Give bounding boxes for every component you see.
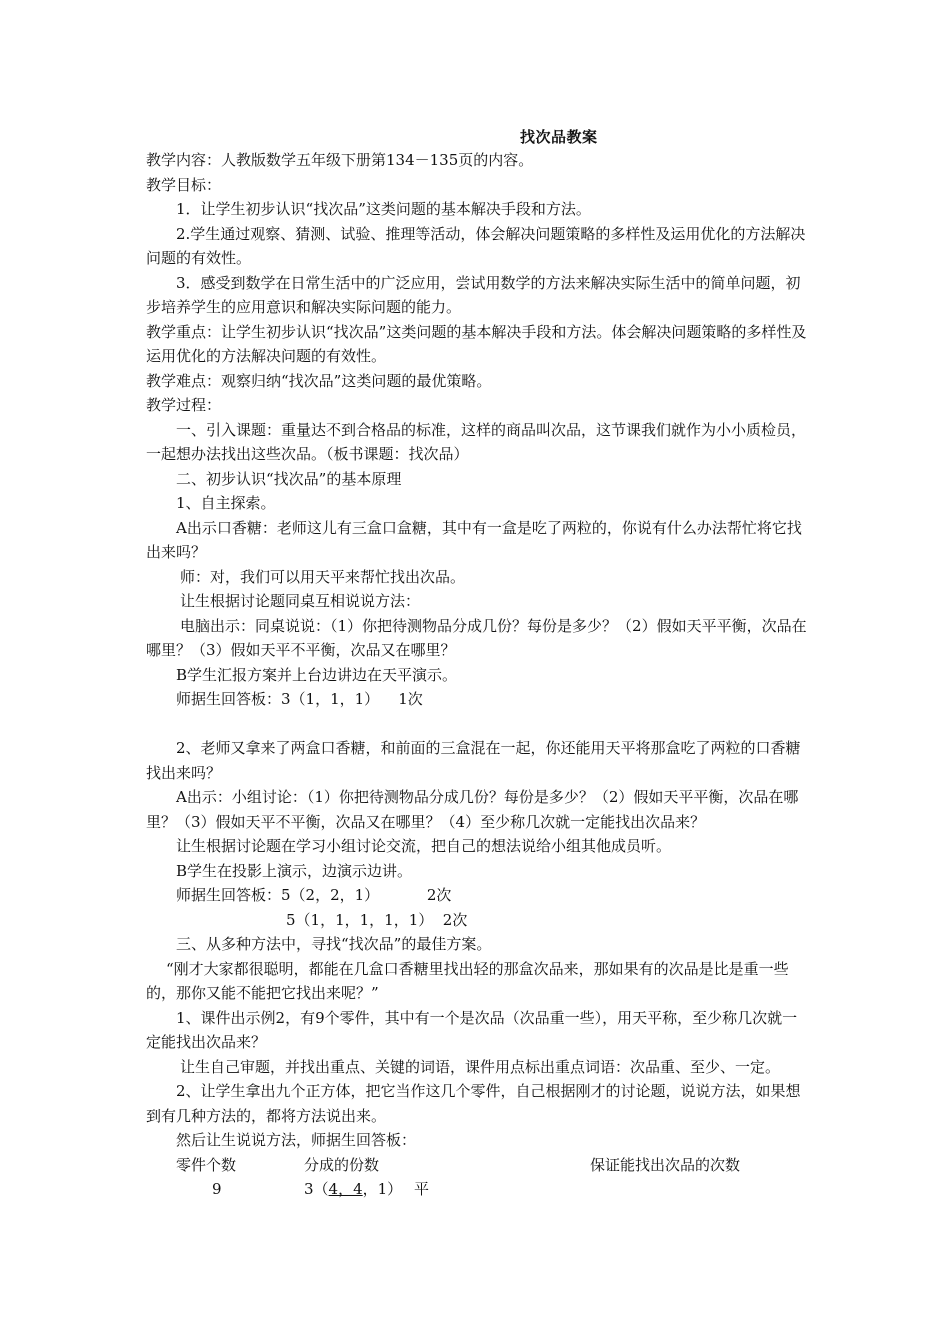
table-row: [146, 1177, 810, 1202]
cell-split: [304, 1177, 402, 1202]
section-1-intro: 一、引入课题：重量达不到合格品的标准，这样的商品叫次品，这节课我们就作为小小质检员，一起想办法找出这些次品。（板书课题：找次品）: [146, 420, 807, 463]
document-title: 找次品教案: [520, 128, 598, 146]
step-1-heading: 1、自主探索。: [176, 494, 276, 512]
computer-display: 电脑出示：同桌说说：（1）你把待测物品分成几份？每份是多少？（2）假如天平平衡，次品在哪里？（3）假如天平不平衡，次品又在哪里？: [146, 616, 807, 659]
section-2-heading: 二、初步认识“找次品”的基本原理: [176, 469, 402, 488]
step-2-b: B学生在投影上演示，边演示边讲。: [176, 861, 413, 880]
section-3-heading: 三、从多种方法中，寻找“找次品”的最佳方案。: [176, 935, 492, 953]
board-answer-3: 5（1，1，1，1，1） 2次: [286, 910, 468, 929]
example-2: 1、课件出示例2，有9个零件，其中有一个是次品（次品重一些），用天平称，至少称几次就一定能找出次品来？: [146, 1008, 798, 1051]
teaching-difficulty: 教学难点：观察归纳“找次品”这类问题的最优策略。: [146, 371, 492, 390]
step-2-heading: 2、老师又拿来了两盒口香糖，和前面的三盒混在一起，你还能用天平将那盒吃了两粒的口香糖找出来吗？: [146, 739, 801, 782]
board-intro: 然后让生说说方法，师据生回答板：: [176, 1131, 417, 1149]
blank-line: [146, 712, 810, 737]
teaching-focus: 教学重点：让学生初步认识“找次品”这类问题的基本解决手段和方法。体会解决问题策略的多样性及运用优化的方法解决问题的有效性。: [146, 322, 807, 365]
goal-1: 1．让学生初步认识“找次品”这类问题的基本解决手段和方法。: [176, 200, 591, 218]
step-2-a: A出示：小组讨论：（1）你把待测物品分成几份？每份是多少？（2）假如天平平衡，次品在哪里？（3）假如天平不平衡，次品又在哪里？（4）至少称几次就一定能找出次品来？: [146, 788, 799, 831]
discussion-instruction: 让生根据讨论题同桌互相说说方法：: [180, 592, 421, 610]
table-header-row: [146, 1153, 810, 1178]
board-answer-2: 师据生回答板：5（2，2，1） 2次: [176, 886, 452, 904]
goal-2: 2.学生通过观察、猜测、试验、推理等活动，体会解决问题策略的多样性及运用优化的方法解决问题的有效性。: [146, 224, 806, 267]
header-split: 分成的份数: [304, 1155, 380, 1174]
teaching-goals-heading: 教学目标：: [146, 175, 222, 194]
step-1-b: B学生汇报方案并上台边讲边在天平演示。: [176, 665, 458, 684]
board-answer-1: 师据生回答板：3（1，1，1） 1次: [176, 690, 423, 708]
document-body: [146, 148, 810, 1202]
teacher-quote: “刚才大家都很聪明，都能在几盒口香糖里找出轻的那盒次品来，那如果有的次品是比是重一些的，那你又能不能把它找出来呢？”: [146, 959, 789, 1002]
teacher-line: 师：对，我们可以用天平来帮忙找出次品。: [180, 567, 466, 586]
teaching-process-heading: 教学过程：: [146, 396, 222, 414]
header-times: 保证能找出次品的次数: [590, 1155, 741, 1174]
cube-activity: 2、让学生拿出九个正方体，把它当作这几个零件，自己根据刚才的讨论题，说说方法，如果想到有几种方法的，都将方法说出来。: [146, 1082, 801, 1125]
group-discussion: 让生根据讨论题在学习小组讨论交流，把自己的想法说给小组其他成员听。: [176, 837, 672, 855]
teaching-content: 教学内容：人教版数学五年级下册第134－135页的内容。: [146, 151, 534, 169]
cell-count: 9: [212, 1180, 222, 1198]
review-question: 让生自己审题，并找出重点、关键的词语，课件用点标出重点词语：次品重、至少、一定。: [180, 1057, 781, 1076]
split-suffix: ，1）: [362, 1180, 403, 1198]
split-prefix: 3（: [304, 1180, 329, 1198]
cell-result: 平: [414, 1180, 430, 1198]
header-part-count: 零件个数: [176, 1155, 237, 1174]
step-1-a: A出示口香糖：老师这儿有三盒口盒糖，其中有一盒是吃了两粒的，你说有什么办法帮忙将它找出来吗？: [146, 518, 802, 561]
split-underlined: 4，4: [328, 1180, 363, 1198]
goal-3: 3．感受到数学在日常生活中的广泛应用，尝试用数学的方法来解决实际生活中的简单问题，初步培养学生的应用意识和解决实际问题的能力。: [146, 273, 801, 316]
